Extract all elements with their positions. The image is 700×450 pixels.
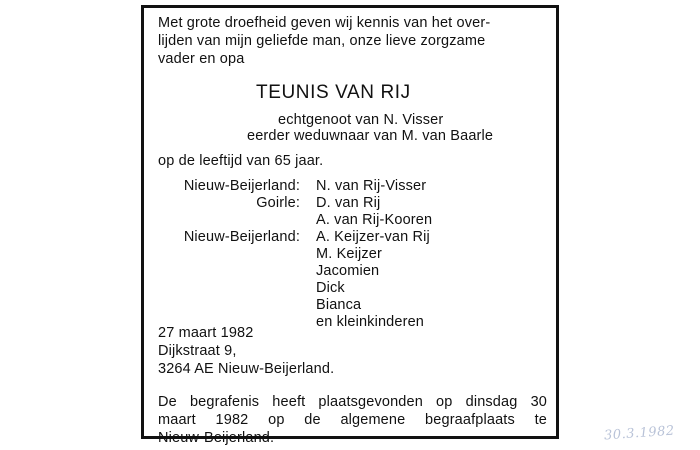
family-place: Nieuw-Beijerland:	[183, 178, 300, 194]
family-member: Bianca	[316, 297, 362, 313]
family-member: Jacomien	[316, 263, 380, 279]
deceased-name: TEUNIS VAN RIJ	[256, 82, 411, 103]
previous-spouse-line: eerder weduwnaar van M. van Baarle	[247, 128, 494, 144]
spouse-line: echtgenoot van N. Visser	[278, 112, 444, 128]
funeral-text	[158, 393, 547, 447]
intro-line: lijden van mijn geliefde man, onze lieve zorgzame	[158, 33, 486, 49]
family-member: M. Keijzer	[316, 246, 382, 262]
family-member: A. Keijzer-van Rij	[316, 229, 430, 245]
family-place: Goirle:	[256, 195, 300, 211]
handwritten-date-note: 30.3.1982	[603, 423, 676, 444]
family-member: en kleinkinderen	[316, 314, 424, 330]
intro-line: vader en opa	[158, 51, 245, 67]
funeral-line: maart 1982 op de algemene begraafplaats te	[158, 412, 547, 428]
funeral-line: Nieuw-Beijerland.	[158, 430, 275, 446]
intro-line: Met grote droefheid geven wij kennis van het over-	[158, 15, 491, 31]
intro-text	[158, 14, 490, 68]
signature-street: Dijkstraat 9,	[158, 343, 237, 359]
funeral-line: De begrafenis heeft plaatsgevonden op dinsdag 30	[158, 394, 547, 410]
family-member: D. van Rij	[316, 195, 381, 211]
age-line: op de leeftijd van 65 jaar.	[158, 153, 324, 169]
obituary-notice	[141, 5, 559, 446]
family-place: Nieuw-Beijerland:	[183, 229, 300, 245]
family-member: Dick	[316, 280, 345, 296]
signature-city: 3264 AE Nieuw-Beijerland.	[158, 361, 335, 377]
family-member: N. van Rij-Visser	[316, 178, 427, 194]
signature-date: 27 maart 1982	[158, 325, 254, 341]
family-member: A. van Rij-Kooren	[316, 212, 433, 228]
